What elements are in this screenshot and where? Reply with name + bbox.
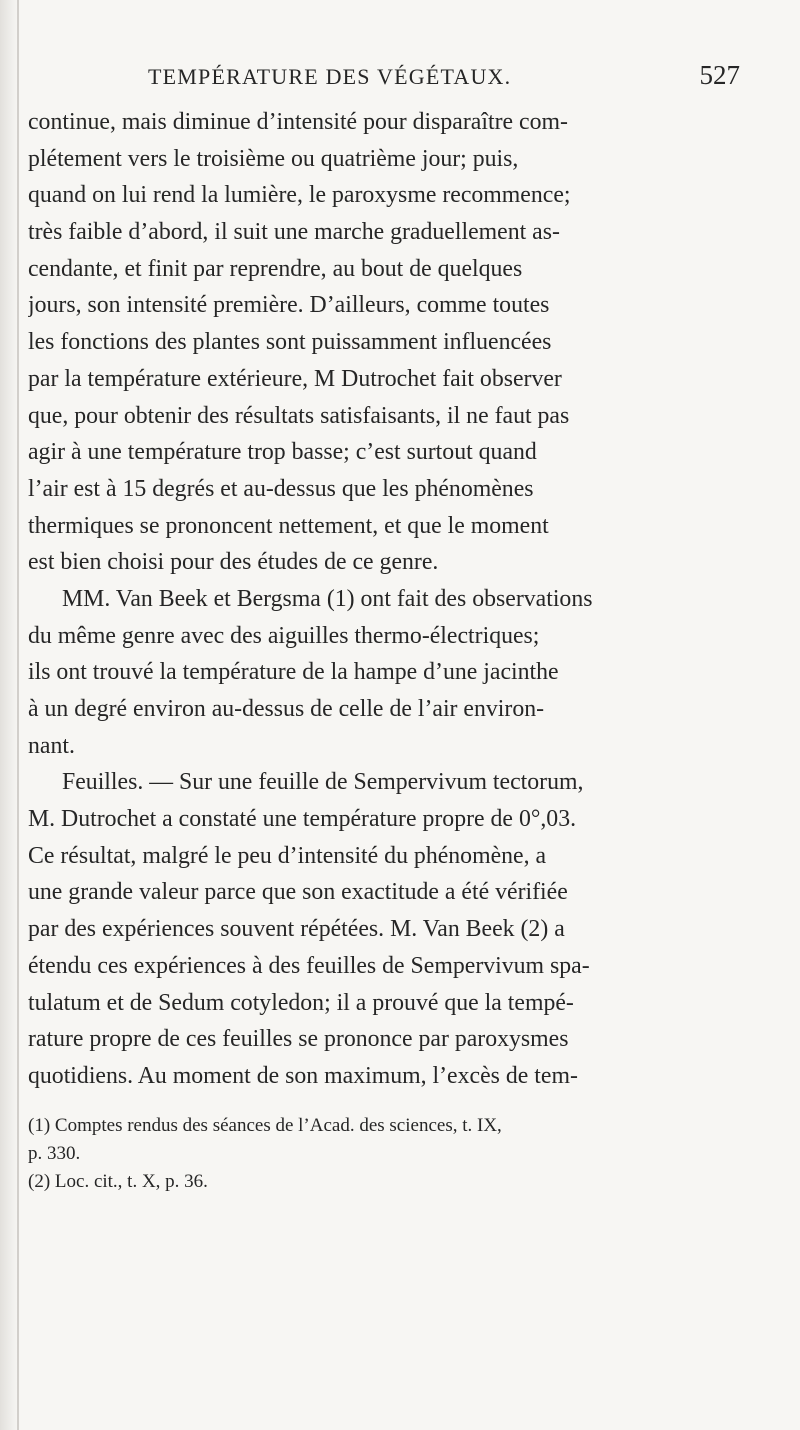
- text-line: agir à une température trop basse; c’est surtout quand: [28, 439, 537, 466]
- text-line: les fonctions des plantes sont puissamment influencées: [28, 329, 552, 356]
- text-line: thermiques se prononcent nettement, et que le moment: [28, 512, 549, 539]
- footnote: p. 330.: [28, 1142, 81, 1164]
- text-line: à un degré environ au-dessus de celle de l’air environ-: [28, 696, 545, 722]
- text-line: du même genre avec des aiguilles thermo-électriques;: [28, 622, 540, 649]
- text-line: est bien choisi pour des études de ce genre.: [28, 549, 439, 576]
- text-line: par des expériences souvent répétées. M. Van Beek (2) a: [28, 916, 565, 943]
- text-line: Feuilles. — Sur une feuille de Sempervivum tectorum,: [62, 769, 584, 796]
- text-line: M. Dutrochet a constaté une température propre de 0°,03.: [28, 806, 577, 833]
- margin-rule: [17, 0, 19, 1430]
- footnote: (1) Comptes rendus des séances de l’Acad. des sciences, t. IX,: [28, 1114, 502, 1136]
- text-line: une grande valeur parce que son exactitude a été vérifiée: [28, 879, 568, 906]
- text-line: jours, son intensité première. D’ailleurs, comme toutes: [28, 292, 550, 319]
- text-line: cendante, et finit par reprendre, au bout de quelques: [28, 255, 523, 282]
- text-line: que, pour obtenir des résultats satisfaisants, il ne faut pas: [28, 402, 570, 429]
- text-line: rature propre de ces feuilles se prononce par paroxysmes: [28, 1026, 569, 1053]
- text-line: MM. Van Beek et Bergsma (1) ont fait des observations: [62, 585, 593, 612]
- page-number: 527: [699, 60, 740, 90]
- text-line: plétement vers le troisième ou quatrième jour; puis,: [28, 145, 519, 172]
- text-line: Ce résultat, malgré le peu d’intensité du phénomène, a: [28, 842, 547, 869]
- binding-edge: [0, 0, 18, 1430]
- text-line: tulatum et de Sedum cotyledon; il a prouvé que la tempé-: [28, 989, 574, 1016]
- footnotes: [28, 1113, 740, 1197]
- text-line: ils ont trouvé la température de la hampe d’une jacinthe: [28, 659, 559, 686]
- page-header: [28, 60, 740, 104]
- footnote: (2) Loc. cit., t. X, p. 36.: [28, 1170, 208, 1192]
- running-title: TEMPÉRATURE DES VÉGÉTAUX.: [148, 64, 512, 89]
- text-line: très faible d’abord, il suit une marche graduellement as-: [28, 219, 560, 246]
- text-line: quotidiens. Au moment de son maximum, l’excès de tem-: [28, 1062, 578, 1089]
- book-page: [28, 60, 740, 1197]
- text-line: par la température extérieure, M Dutrochet fait observer: [28, 365, 562, 392]
- text-line: continue, mais diminue d’intensité pour disparaître com-: [28, 109, 568, 135]
- text-line: nant.: [28, 732, 75, 759]
- text-line: étendu ces expériences à des feuilles de Sempervivum spa-: [28, 952, 590, 979]
- text-line: quand on lui rend la lumière, le paroxysme recommence;: [28, 182, 571, 209]
- text-line: l’air est à 15 degrés et au-dessus que les phénomènes: [28, 475, 534, 502]
- body-text: [28, 104, 740, 1095]
